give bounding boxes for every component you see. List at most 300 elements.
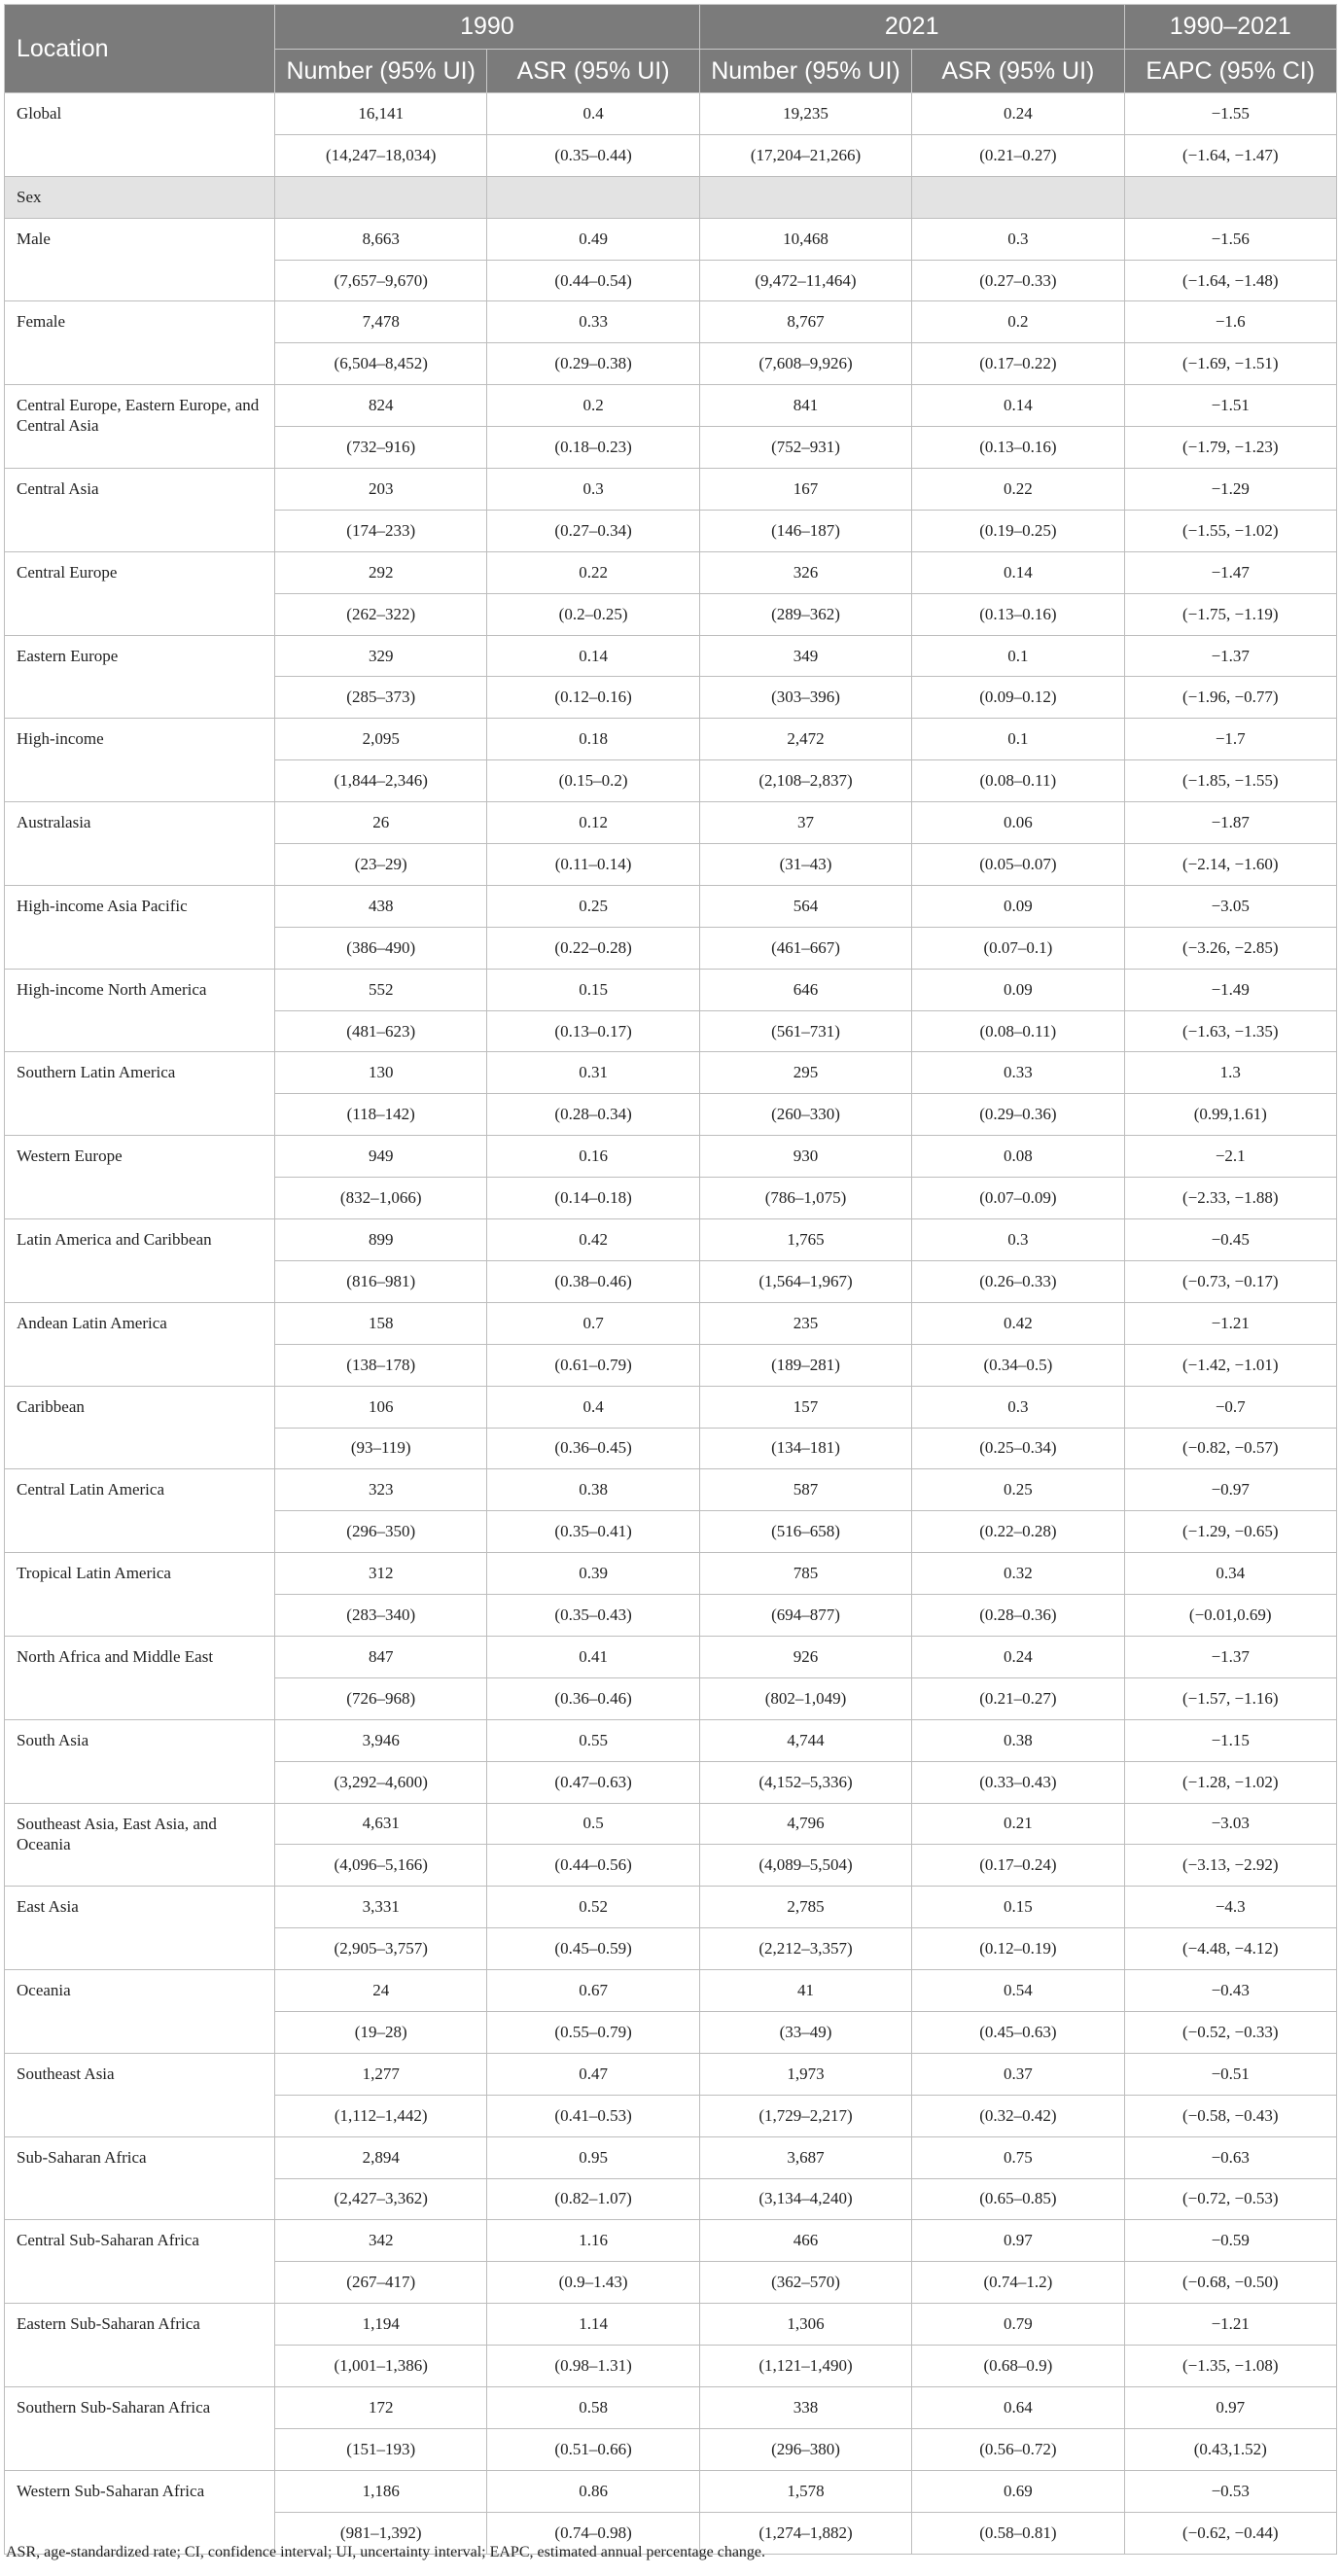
value-cell: 0.42 xyxy=(487,1219,699,1261)
table-row xyxy=(5,218,1337,260)
interval-cell: (0.25–0.34) xyxy=(912,1428,1124,1469)
interval-cell: (−2.14, −1.60) xyxy=(1124,844,1336,886)
interval-cell: (17,204–21,266) xyxy=(699,134,911,176)
interval-cell: (1,001–1,386) xyxy=(275,2346,487,2387)
interval-cell: (0.82–1.07) xyxy=(487,2178,699,2220)
value-cell: 0.1 xyxy=(912,635,1124,677)
interval-cell: (−1.42, −1.01) xyxy=(1124,1344,1336,1386)
interval-cell: (0.74–1.2) xyxy=(912,2262,1124,2304)
interval-cell: (0.28–0.34) xyxy=(487,1094,699,1136)
value-cell: 0.7 xyxy=(487,1302,699,1344)
value-cell: −0.63 xyxy=(1124,2136,1336,2178)
value-cell: −2.1 xyxy=(1124,1136,1336,1178)
table-row xyxy=(5,802,1337,844)
location-name: Andean Latin America xyxy=(5,1302,275,1386)
interval-cell: (−0.72, −0.53) xyxy=(1124,2178,1336,2220)
value-cell: −1.6 xyxy=(1124,301,1336,343)
value-cell: 0.14 xyxy=(487,635,699,677)
value-cell: 0.09 xyxy=(912,969,1124,1010)
value-cell: 785 xyxy=(699,1553,911,1595)
value-cell: −1.56 xyxy=(1124,218,1336,260)
interval-cell: (0.43,1.52) xyxy=(1124,2428,1336,2470)
table-row xyxy=(5,1302,1337,1344)
interval-cell: (151–193) xyxy=(275,2428,487,2470)
table-row xyxy=(5,1386,1337,1428)
value-cell: 158 xyxy=(275,1302,487,1344)
value-cell: 292 xyxy=(275,551,487,593)
location-name: Sub-Saharan Africa xyxy=(5,2136,275,2220)
value-cell: 0.31 xyxy=(487,1052,699,1094)
location-name: Southern Sub-Saharan Africa xyxy=(5,2386,275,2470)
header-row-years xyxy=(5,5,1337,50)
value-cell: 0.2 xyxy=(912,301,1124,343)
value-cell: 7,478 xyxy=(275,301,487,343)
value-cell: 0.08 xyxy=(912,1136,1124,1178)
location-name: East Asia xyxy=(5,1887,275,1970)
value-cell: 0.38 xyxy=(912,1719,1124,1761)
interval-cell: (832–1,066) xyxy=(275,1178,487,1219)
value-cell: 0.4 xyxy=(487,1386,699,1428)
interval-cell: (0.45–0.59) xyxy=(487,1928,699,1970)
value-cell: 1,973 xyxy=(699,2053,911,2095)
interval-cell: (694–877) xyxy=(699,1595,911,1637)
value-cell: 106 xyxy=(275,1386,487,1428)
interval-cell: (0.22–0.28) xyxy=(487,927,699,969)
interval-cell: (0.28–0.36) xyxy=(912,1595,1124,1637)
value-cell: 24 xyxy=(275,1970,487,2012)
interval-cell: (23–29) xyxy=(275,844,487,886)
interval-cell: (−2.33, −1.88) xyxy=(1124,1178,1336,1219)
table-row xyxy=(5,2386,1337,2428)
value-cell: 235 xyxy=(699,1302,911,1344)
value-cell: 0.42 xyxy=(912,1302,1124,1344)
header-year-2021: 2021 xyxy=(699,5,1124,50)
interval-cell: (189–281) xyxy=(699,1344,911,1386)
value-cell: −1.37 xyxy=(1124,1636,1336,1677)
value-cell: −0.97 xyxy=(1124,1469,1336,1511)
value-cell: 1.3 xyxy=(1124,1052,1336,1094)
value-cell: 8,767 xyxy=(699,301,911,343)
interval-cell: (296–380) xyxy=(699,2428,911,2470)
interval-cell: (−1.57, −1.16) xyxy=(1124,1677,1336,1719)
interval-cell: (−1.69, −1.51) xyxy=(1124,343,1336,385)
value-cell: 0.22 xyxy=(912,469,1124,511)
value-cell: 130 xyxy=(275,1052,487,1094)
location-name: Eastern Europe xyxy=(5,635,275,719)
interval-cell: (461–667) xyxy=(699,927,911,969)
interval-cell: (0.07–0.09) xyxy=(912,1178,1124,1219)
location-name: Global xyxy=(5,93,275,177)
value-cell: −1.55 xyxy=(1124,93,1336,135)
interval-cell: (0.35–0.41) xyxy=(487,1511,699,1553)
value-cell: 2,785 xyxy=(699,1887,911,1928)
interval-cell: (0.34–0.5) xyxy=(912,1344,1124,1386)
section-empty-cell xyxy=(487,176,699,218)
value-cell: 0.58 xyxy=(487,2386,699,2428)
value-cell: −4.3 xyxy=(1124,1887,1336,1928)
table-row xyxy=(5,1887,1337,1928)
value-cell: 0.54 xyxy=(912,1970,1124,2012)
value-cell: −0.59 xyxy=(1124,2220,1336,2262)
value-cell: 1,765 xyxy=(699,1219,911,1261)
interval-cell: (561–731) xyxy=(699,1010,911,1052)
value-cell: 0.41 xyxy=(487,1636,699,1677)
value-cell: −0.51 xyxy=(1124,2053,1336,2095)
interval-cell: (0.65–0.85) xyxy=(912,2178,1124,2220)
value-cell: 0.64 xyxy=(912,2386,1124,2428)
location-name: Latin America and Caribbean xyxy=(5,1219,275,1303)
value-cell: 1,186 xyxy=(275,2470,487,2512)
value-cell: 0.52 xyxy=(487,1887,699,1928)
value-cell: 1,277 xyxy=(275,2053,487,2095)
interval-cell: (296–350) xyxy=(275,1511,487,1553)
value-cell: 0.97 xyxy=(1124,2386,1336,2428)
value-cell: 0.4 xyxy=(487,93,699,135)
value-cell: −1.7 xyxy=(1124,719,1336,760)
interval-cell: (0.2–0.25) xyxy=(487,593,699,635)
table-row xyxy=(5,1719,1337,1761)
value-cell: 0.16 xyxy=(487,1136,699,1178)
interval-cell: (93–119) xyxy=(275,1428,487,1469)
location-name: High-income xyxy=(5,719,275,802)
value-cell: 0.09 xyxy=(912,885,1124,927)
interval-cell: (0.05–0.07) xyxy=(912,844,1124,886)
value-cell: 0.33 xyxy=(487,301,699,343)
interval-cell: (260–330) xyxy=(699,1094,911,1136)
table-row xyxy=(5,1219,1337,1261)
value-cell: 930 xyxy=(699,1136,911,1178)
location-name: Western Europe xyxy=(5,1136,275,1219)
value-cell: 3,687 xyxy=(699,2136,911,2178)
value-cell: 4,796 xyxy=(699,1803,911,1845)
header-asr-2021: ASR (95% UI) xyxy=(912,50,1124,93)
value-cell: −0.7 xyxy=(1124,1386,1336,1428)
interval-cell: (285–373) xyxy=(275,677,487,719)
interval-cell: (0.99,1.61) xyxy=(1124,1094,1336,1136)
location-name: Female xyxy=(5,301,275,385)
interval-cell: (−1.85, −1.55) xyxy=(1124,760,1336,802)
value-cell: 329 xyxy=(275,635,487,677)
interval-cell: (0.13–0.16) xyxy=(912,427,1124,469)
interval-cell: (118–142) xyxy=(275,1094,487,1136)
interval-cell: (−4.48, −4.12) xyxy=(1124,1928,1336,1970)
interval-cell: (0.14–0.18) xyxy=(487,1178,699,1219)
table-row xyxy=(5,969,1337,1010)
value-cell: 323 xyxy=(275,1469,487,1511)
value-cell: 2,095 xyxy=(275,719,487,760)
interval-cell: (2,427–3,362) xyxy=(275,2178,487,2220)
location-name: Central Latin America xyxy=(5,1469,275,1553)
location-name: Central Europe xyxy=(5,551,275,635)
interval-cell: (−0.68, −0.50) xyxy=(1124,2262,1336,2304)
value-cell: 0.06 xyxy=(912,802,1124,844)
interval-cell: (4,096–5,166) xyxy=(275,1845,487,1887)
table-row xyxy=(5,2304,1337,2346)
value-cell: 0.97 xyxy=(912,2220,1124,2262)
value-cell: −3.05 xyxy=(1124,885,1336,927)
interval-cell: (0.44–0.56) xyxy=(487,1845,699,1887)
location-name: Eastern Sub-Saharan Africa xyxy=(5,2304,275,2387)
interval-cell: (0.19–0.25) xyxy=(912,510,1124,551)
interval-cell: (0.07–0.1) xyxy=(912,927,1124,969)
table-row xyxy=(5,1553,1337,1595)
value-cell: 841 xyxy=(699,385,911,427)
table-body xyxy=(5,93,1337,2555)
value-cell: −1.29 xyxy=(1124,469,1336,511)
value-cell: 438 xyxy=(275,885,487,927)
value-cell: −0.53 xyxy=(1124,2470,1336,2512)
value-cell: 0.86 xyxy=(487,2470,699,2512)
value-cell: 0.37 xyxy=(912,2053,1124,2095)
value-cell: 342 xyxy=(275,2220,487,2262)
value-cell: 0.38 xyxy=(487,1469,699,1511)
table-row xyxy=(5,1052,1337,1094)
interval-cell: (0.9–1.43) xyxy=(487,2262,699,2304)
interval-cell: (31–43) xyxy=(699,844,911,886)
interval-cell: (362–570) xyxy=(699,2262,911,2304)
value-cell: 4,631 xyxy=(275,1803,487,1845)
interval-cell: (−1.79, −1.23) xyxy=(1124,427,1336,469)
value-cell: 0.12 xyxy=(487,802,699,844)
interval-cell: (−1.29, −0.65) xyxy=(1124,1511,1336,1553)
value-cell: 338 xyxy=(699,2386,911,2428)
value-cell: 26 xyxy=(275,802,487,844)
header-eapc: EAPC (95% CI) xyxy=(1124,50,1336,93)
interval-cell: (0.12–0.19) xyxy=(912,1928,1124,1970)
interval-cell: (3,134–4,240) xyxy=(699,2178,911,2220)
value-cell: 0.69 xyxy=(912,2470,1124,2512)
interval-cell: (−3.13, −2.92) xyxy=(1124,1845,1336,1887)
value-cell: 0.49 xyxy=(487,218,699,260)
interval-cell: (481–623) xyxy=(275,1010,487,1052)
value-cell: 0.25 xyxy=(912,1469,1124,1511)
interval-cell: (19–28) xyxy=(275,2011,487,2053)
value-cell: 0.21 xyxy=(912,1803,1124,1845)
interval-cell: (0.26–0.33) xyxy=(912,1260,1124,1302)
table-row xyxy=(5,2220,1337,2262)
interval-cell: (0.35–0.44) xyxy=(487,134,699,176)
value-cell: 0.5 xyxy=(487,1803,699,1845)
location-name: Central Sub-Saharan Africa xyxy=(5,2220,275,2304)
value-cell: 1.16 xyxy=(487,2220,699,2262)
table-row xyxy=(5,551,1337,593)
location-name: Male xyxy=(5,218,275,301)
interval-cell: (0.36–0.46) xyxy=(487,1677,699,1719)
interval-cell: (752–931) xyxy=(699,427,911,469)
value-cell: 2,894 xyxy=(275,2136,487,2178)
value-cell: 10,468 xyxy=(699,218,911,260)
table-row xyxy=(5,385,1337,427)
value-cell: −0.45 xyxy=(1124,1219,1336,1261)
interval-cell: (0.15–0.2) xyxy=(487,760,699,802)
location-name: Southeast Asia, East Asia, and Oceania xyxy=(5,1803,275,1887)
value-cell: 41 xyxy=(699,1970,911,2012)
interval-cell: (1,274–1,882) xyxy=(699,2512,911,2554)
interval-cell: (−0.58, −0.43) xyxy=(1124,2095,1336,2136)
value-cell: 466 xyxy=(699,2220,911,2262)
location-name: Southeast Asia xyxy=(5,2053,275,2136)
value-cell: 899 xyxy=(275,1219,487,1261)
interval-cell: (0.29–0.38) xyxy=(487,343,699,385)
table-row xyxy=(5,885,1337,927)
interval-cell: (−0.82, −0.57) xyxy=(1124,1428,1336,1469)
interval-cell: (0.98–1.31) xyxy=(487,2346,699,2387)
value-cell: 0.3 xyxy=(487,469,699,511)
interval-cell: (134–181) xyxy=(699,1428,911,1469)
interval-cell: (−0.52, −0.33) xyxy=(1124,2011,1336,2053)
interval-cell: (0.33–0.43) xyxy=(912,1761,1124,1803)
location-name: Caribbean xyxy=(5,1386,275,1469)
interval-cell: (0.17–0.24) xyxy=(912,1845,1124,1887)
value-cell: 0.25 xyxy=(487,885,699,927)
value-cell: −0.43 xyxy=(1124,1970,1336,2012)
interval-cell: (0.38–0.46) xyxy=(487,1260,699,1302)
interval-cell: (0.22–0.28) xyxy=(912,1511,1124,1553)
value-cell: 1,306 xyxy=(699,2304,911,2346)
interval-cell: (146–187) xyxy=(699,510,911,551)
interval-cell: (1,844–2,346) xyxy=(275,760,487,802)
interval-cell: (0.08–0.11) xyxy=(912,760,1124,802)
value-cell: −1.51 xyxy=(1124,385,1336,427)
interval-cell: (7,608–9,926) xyxy=(699,343,911,385)
interval-cell: (0.41–0.53) xyxy=(487,2095,699,2136)
value-cell: 0.55 xyxy=(487,1719,699,1761)
interval-cell: (0.21–0.27) xyxy=(912,1677,1124,1719)
interval-cell: (0.58–0.81) xyxy=(912,2512,1124,2554)
value-cell: 0.3 xyxy=(912,218,1124,260)
value-cell: 326 xyxy=(699,551,911,593)
location-name: Tropical Latin America xyxy=(5,1553,275,1637)
location-name: Central Europe, Eastern Europe, and Central Asia xyxy=(5,385,275,469)
interval-cell: (0.17–0.22) xyxy=(912,343,1124,385)
interval-cell: (0.18–0.23) xyxy=(487,427,699,469)
interval-cell: (4,152–5,336) xyxy=(699,1761,911,1803)
interval-cell: (0.45–0.63) xyxy=(912,2011,1124,2053)
value-cell: 0.95 xyxy=(487,2136,699,2178)
location-name: Australasia xyxy=(5,802,275,886)
interval-cell: (0.13–0.16) xyxy=(912,593,1124,635)
value-cell: 824 xyxy=(275,385,487,427)
value-cell: 926 xyxy=(699,1636,911,1677)
interval-cell: (0.27–0.34) xyxy=(487,510,699,551)
section-empty-cell xyxy=(275,176,487,218)
value-cell: 0.15 xyxy=(912,1887,1124,1928)
section-row xyxy=(5,176,1337,218)
interval-cell: (0.08–0.11) xyxy=(912,1010,1124,1052)
value-cell: 1,578 xyxy=(699,2470,911,2512)
value-cell: 0.15 xyxy=(487,969,699,1010)
value-cell: 0.24 xyxy=(912,1636,1124,1677)
interval-cell: (−1.96, −0.77) xyxy=(1124,677,1336,719)
section-empty-cell xyxy=(1124,176,1336,218)
value-cell: 0.3 xyxy=(912,1386,1124,1428)
section-empty-cell xyxy=(699,176,911,218)
value-cell: 847 xyxy=(275,1636,487,1677)
value-cell: 0.22 xyxy=(487,551,699,593)
value-cell: 564 xyxy=(699,885,911,927)
value-cell: 19,235 xyxy=(699,93,911,135)
value-cell: −1.47 xyxy=(1124,551,1336,593)
value-cell: 587 xyxy=(699,1469,911,1511)
interval-cell: (7,657–9,670) xyxy=(275,260,487,301)
interval-cell: (0.61–0.79) xyxy=(487,1344,699,1386)
value-cell: 949 xyxy=(275,1136,487,1178)
interval-cell: (0.74–0.98) xyxy=(487,2512,699,2554)
interval-cell: (0.56–0.72) xyxy=(912,2428,1124,2470)
interval-cell: (14,247–18,034) xyxy=(275,134,487,176)
interval-cell: (−1.64, −1.48) xyxy=(1124,260,1336,301)
value-cell: 167 xyxy=(699,469,911,511)
value-cell: 0.79 xyxy=(912,2304,1124,2346)
value-cell: 552 xyxy=(275,969,487,1010)
interval-cell: (802–1,049) xyxy=(699,1677,911,1719)
table-row xyxy=(5,2053,1337,2095)
header-number-2021: Number (95% UI) xyxy=(699,50,911,93)
data-table xyxy=(4,4,1337,2555)
value-cell: −1.37 xyxy=(1124,635,1336,677)
table-row xyxy=(5,93,1337,135)
value-cell: 4,744 xyxy=(699,1719,911,1761)
interval-cell: (2,108–2,837) xyxy=(699,760,911,802)
location-name: Oceania xyxy=(5,1970,275,2054)
interval-cell: (0.27–0.33) xyxy=(912,260,1124,301)
interval-cell: (283–340) xyxy=(275,1595,487,1637)
value-cell: 0.24 xyxy=(912,93,1124,135)
location-name: Central Asia xyxy=(5,469,275,552)
value-cell: 349 xyxy=(699,635,911,677)
value-cell: 37 xyxy=(699,802,911,844)
table-row xyxy=(5,469,1337,511)
interval-cell: (0.13–0.17) xyxy=(487,1010,699,1052)
value-cell: 0.3 xyxy=(912,1219,1124,1261)
interval-cell: (0.35–0.43) xyxy=(487,1595,699,1637)
table-row xyxy=(5,1803,1337,1845)
interval-cell: (1,729–2,217) xyxy=(699,2095,911,2136)
location-name: Southern Latin America xyxy=(5,1052,275,1136)
value-cell: 0.34 xyxy=(1124,1553,1336,1595)
interval-cell: (0.44–0.54) xyxy=(487,260,699,301)
interval-cell: (0.12–0.16) xyxy=(487,677,699,719)
interval-cell: (0.29–0.36) xyxy=(912,1094,1124,1136)
value-cell: −1.15 xyxy=(1124,1719,1336,1761)
interval-cell: (0.55–0.79) xyxy=(487,2011,699,2053)
value-cell: 0.33 xyxy=(912,1052,1124,1094)
value-cell: 8,663 xyxy=(275,218,487,260)
value-cell: 0.39 xyxy=(487,1553,699,1595)
interval-cell: (386–490) xyxy=(275,927,487,969)
section-empty-cell xyxy=(912,176,1124,218)
interval-cell: (786–1,075) xyxy=(699,1178,911,1219)
value-cell: 3,946 xyxy=(275,1719,487,1761)
value-cell: 157 xyxy=(699,1386,911,1428)
value-cell: 203 xyxy=(275,469,487,511)
interval-cell: (0.68–0.9) xyxy=(912,2346,1124,2387)
value-cell: −3.03 xyxy=(1124,1803,1336,1845)
interval-cell: (4,089–5,504) xyxy=(699,1845,911,1887)
header-period: 1990–2021 xyxy=(1124,5,1336,50)
table-row xyxy=(5,1970,1337,2012)
value-cell: 0.32 xyxy=(912,1553,1124,1595)
table-row xyxy=(5,719,1337,760)
interval-cell: (0.51–0.66) xyxy=(487,2428,699,2470)
interval-cell: (0.21–0.27) xyxy=(912,134,1124,176)
value-cell: 0.75 xyxy=(912,2136,1124,2178)
interval-cell: (−1.55, −1.02) xyxy=(1124,510,1336,551)
interval-cell: (−3.26, −2.85) xyxy=(1124,927,1336,969)
location-name: North Africa and Middle East xyxy=(5,1636,275,1719)
value-cell: 0.1 xyxy=(912,719,1124,760)
interval-cell: (0.11–0.14) xyxy=(487,844,699,886)
